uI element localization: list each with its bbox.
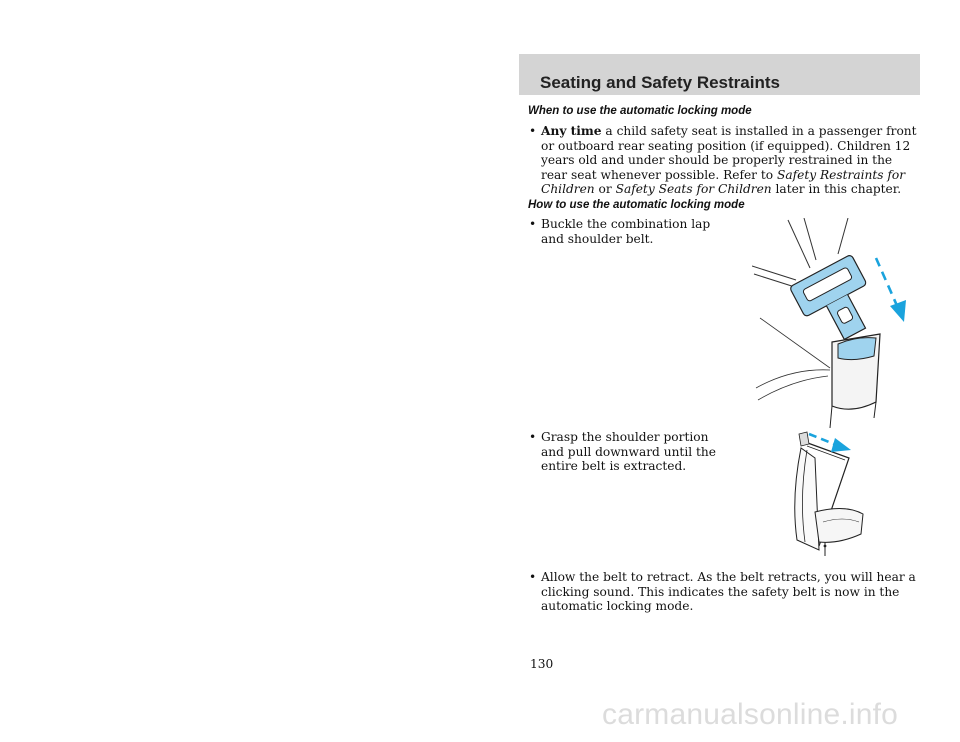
bullet-symbol: • <box>529 430 537 444</box>
bullet-item-buckle <box>529 217 719 246</box>
cross-reference: Safety Seats for Children <box>615 182 772 197</box>
seat-belt-pull-illustration <box>785 428 870 563</box>
cross-reference: Safety Restraints for Children <box>541 167 906 197</box>
bullet-symbol: • <box>529 124 537 138</box>
subheading-when: When to use the automatic locking mode <box>528 105 752 117</box>
page-number: 130 <box>530 657 554 671</box>
bullet-item-any-time <box>529 124 921 197</box>
section-header-bar <box>519 54 920 95</box>
bullet-symbol: • <box>529 217 537 231</box>
bullet-text: Grasp the shoulder portion and pull downward until the entire belt is extracted. <box>541 430 716 474</box>
body-text: or <box>594 182 616 197</box>
body-text: a child safety seat is installed in a passenger front or outboard rear seating position (if equipped). Children 12 years old and under should be properly restrained in the rear seat whenever possible. Refer to <box>541 124 917 182</box>
bullet-item-grasp <box>529 430 719 474</box>
bullet-text <box>541 124 921 197</box>
buckle-illustration <box>752 218 920 428</box>
bullet-item-retract <box>529 570 917 614</box>
bullet-text: Buckle the combination lap and shoulder belt. <box>541 217 711 246</box>
subheading-how: How to use the automatic locking mode <box>528 199 745 211</box>
body-text: later in this chapter. <box>771 182 902 197</box>
bullet-symbol: • <box>529 570 537 584</box>
section-title: Seating and Safety Restraints <box>540 73 780 92</box>
bullet-text: Allow the belt to retract. As the belt retracts, you will hear a clicking sound. This indicates the safety belt is now in the automatic locking mode. <box>541 570 916 614</box>
watermark: carmanualsonline.info <box>602 698 899 731</box>
bold-lead: Any time <box>541 124 602 138</box>
